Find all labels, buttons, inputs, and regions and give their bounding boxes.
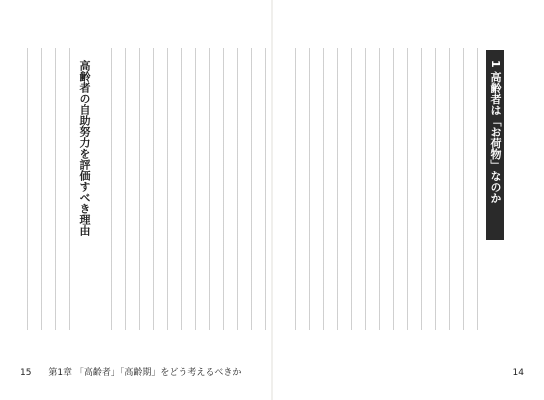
right-page-body-text (282, 48, 478, 330)
left-page-body-text-2 (18, 48, 70, 330)
left-page (0, 0, 271, 400)
left-page-body-text (100, 48, 266, 330)
section-heading: 1 高齢者は「お荷物」なのか (486, 50, 504, 240)
page-number: 15 (20, 368, 32, 378)
chapter-title: 第1章 「高齢者」「高齢期」をどう考えるべきか (48, 368, 242, 378)
left-page-footer (20, 365, 241, 378)
right-page (273, 0, 544, 400)
page-number: 14 (512, 368, 524, 378)
right-page-footer (513, 368, 524, 378)
subheading: 高齢者の自助努力を評価すべき理由 (78, 60, 91, 236)
